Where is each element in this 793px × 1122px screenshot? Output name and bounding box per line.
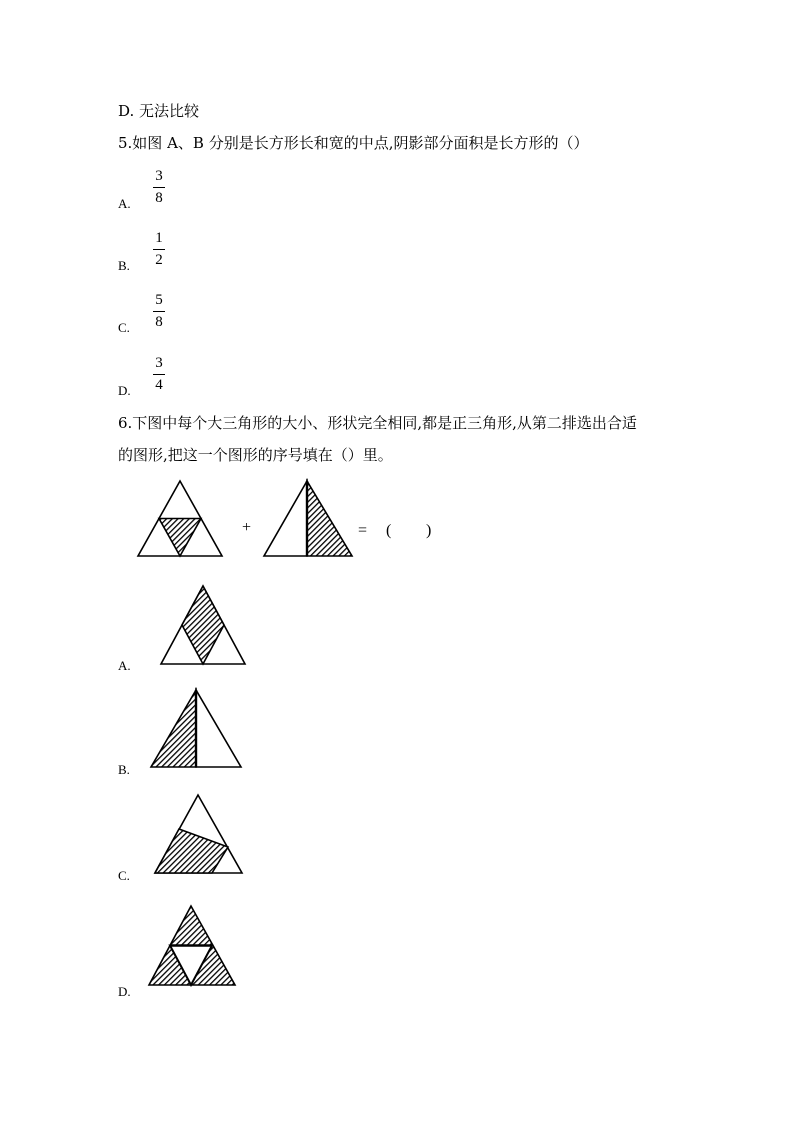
q6-option-b-triangle bbox=[151, 690, 241, 767]
q6-option-d-triangle bbox=[149, 906, 235, 985]
plus-sign: + bbox=[242, 519, 252, 536]
q6-option-d-letter: D. bbox=[118, 984, 131, 999]
q5-option-d-numerator: 3 bbox=[155, 355, 163, 371]
q5-option-c-denominator: 8 bbox=[155, 314, 163, 330]
q5-option-b-denominator: 2 bbox=[155, 252, 163, 268]
equals-sign: = bbox=[358, 522, 368, 539]
q6-option-b-letter: B. bbox=[118, 762, 130, 777]
q6-option-a-letter: A. bbox=[118, 658, 131, 673]
q5-option-d-denominator: 4 bbox=[155, 377, 163, 393]
q5-option-b-numerator: 1 bbox=[155, 230, 163, 246]
q5-option-c-numerator: 5 bbox=[155, 292, 163, 308]
q4-option-d: D. 无法比较 bbox=[118, 102, 200, 120]
q5-option-d-letter: D. bbox=[118, 383, 131, 398]
q5-option-a-letter: A. bbox=[118, 196, 131, 211]
q6-option-a-triangle bbox=[161, 586, 245, 664]
q6-option-c-triangle bbox=[155, 795, 242, 873]
q5-option-c-letter: C. bbox=[118, 320, 130, 335]
equation-triangle-1 bbox=[138, 481, 222, 556]
equation-triangle-2 bbox=[264, 481, 352, 556]
q5-stem: 5.如图 A、B 分别是长方形长和宽的中点,阴影部分面积是长方形的（） bbox=[118, 134, 589, 152]
q5-option-b-letter: B. bbox=[118, 258, 130, 273]
q6-stem-line2: 的图形,把这一个图形的序号填在（）里。 bbox=[118, 446, 393, 464]
q5-option-a-denominator: 8 bbox=[155, 190, 163, 206]
close-paren: ) bbox=[426, 522, 432, 539]
q6-option-c-letter: C. bbox=[118, 868, 130, 883]
q6-stem-line1: 6.下图中每个大三角形的大小、形状完全相同,都是正三角形,从第二排选出合适 bbox=[118, 414, 637, 432]
open-paren: ( bbox=[386, 522, 392, 539]
q5-option-a-numerator: 3 bbox=[155, 168, 163, 184]
